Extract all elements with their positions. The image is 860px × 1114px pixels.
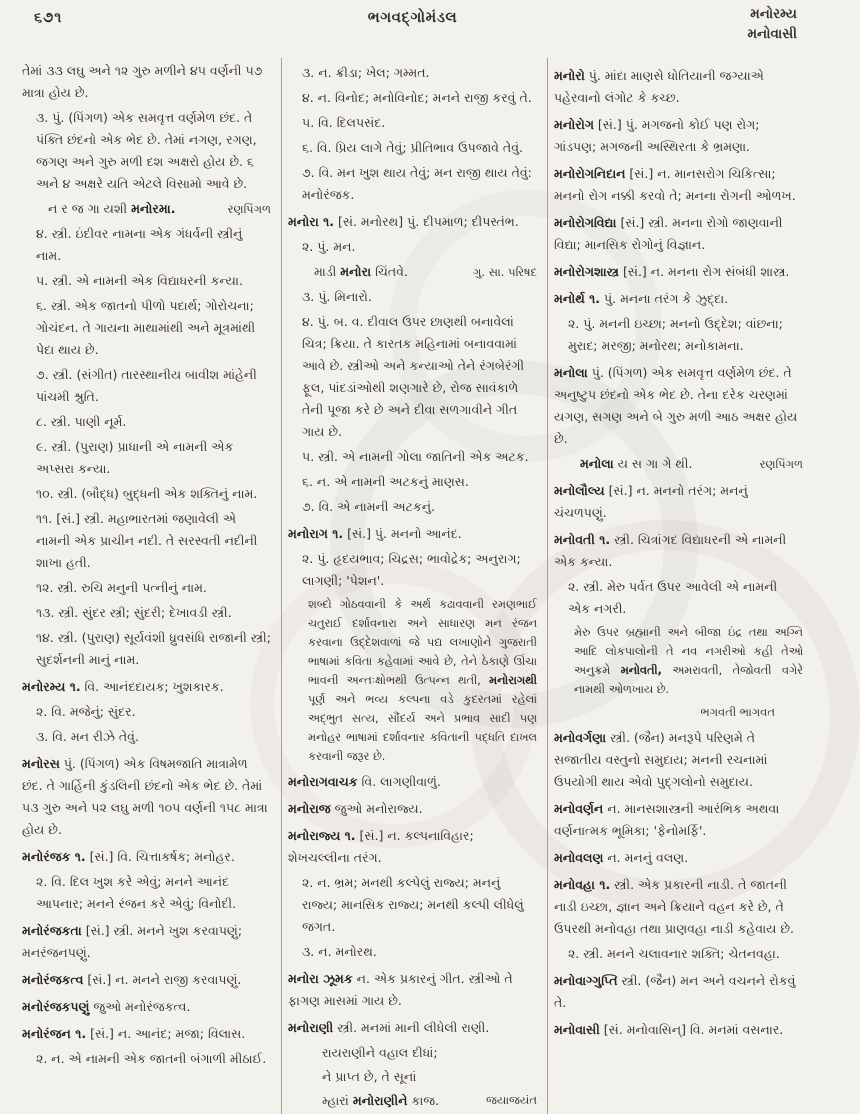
entry-paragraph: [22, 920, 271, 964]
paragraph-text: ૪. પું. બ. વ. દીવાલ ઉપર છાણથી બનાવેલાં ચિત્ર; ક્રિયા. તે કારતક મહિનામાં બનાવવામાં આવે છે. સ્ત્રીઓ અને કન્યાઓ તેને રંગબેરંગી ફૂલ, પાંદડાંઓથી શણગારે છે, રોજ સાવંકાળે તેની પૂજા કરે છે અને દીવા સળગાવીને ગીત ગાય છે.: [301, 314, 525, 439]
text-paragraph: [288, 236, 537, 258]
paragraph-text: ૭. સ્ત્રી. (સંગીત) તારસ્થાનીય બાવીશ માંહેની પાંચમી શ્રુતિ.: [36, 367, 257, 404]
paragraph-text: મનોરંજક ૧. [સં.] વિ. ચિત્તાકર્ષક; મનોહર.: [22, 849, 235, 864]
paragraph-text: મનોરાગ ૧. [સં.] પું. મનનો આનંદ.: [287, 526, 462, 541]
entry-paragraph: [22, 996, 271, 1018]
paragraph-text: મનોરોગ [સં.] પું. મગજનો કોઈ પણ રોગ; ગાંડપણ; મગજની અસ્થિરતા કે ભ્રમણા.: [553, 117, 760, 154]
paragraph-text: ૪. ન. વિનોદ; મનોવિનોદ; મનને રાજી કરવું તે.: [301, 90, 532, 105]
citation-source: રણપિંગળ: [759, 457, 803, 471]
paragraph-text: ૨. સ્ત્રી. મેરુ પર્વત ઉપર આવેલી એ નામની એક નગરી.: [567, 579, 778, 616]
paragraph-text: ૩. પું. (પિંગળ) એક સમવૃત્ત વર્ણમેળ છંદ. તે પંક્તિ છંદનો એક ભેદ છે. તેમાં નગણ, રગણ, જગણ અને ગુરુ મળી દશ અક્ષરો હોય છે. ૬ અને ૪ અક્ષરે યતિ એટલે વિસામો આવે છે.: [36, 110, 257, 191]
entry-paragraph: [288, 771, 537, 793]
entry-paragraph: [554, 212, 803, 256]
paragraph-text: મનોરંજકત્વ [સં.] ન. મનને રાજી કરવાપણું.: [22, 972, 242, 987]
paragraph-text: મનોરંજન ૧. [સં.] ન. આનંદ; મજા; વિલાસ.: [22, 1026, 246, 1041]
paragraph-text: મનોરસ પું. (પિંગળ) એક વિષમજાતિ માત્રામેળ છંદ. તે ગાર્હિની કુંડલિની છંદનો એક ભેદ છે. તેમાં ૫૩ ગુરુ અને ૫૨ લઘુ મળી ૧૦૫ વર્ણની ૧૫૮ માત્રા હોય છે.: [22, 756, 268, 837]
text-paragraph: [22, 577, 271, 599]
entry-paragraph: [554, 163, 803, 207]
paragraph-text: મેરુ ઉપર બ્રહ્માની અને બીજા ઇંદ્ર તથા અગ્નિ આદિ લોકપાલોની તે નવ નગરીઓ કહી તેઓ અનુક્રમે મનોવતી, અમરાવતી, તેજોવતી વગેરે નામથી ઓળખાય છે.: [573, 626, 803, 696]
paragraph-text: ૫. સ્ત્રી. એ નામની એક વિદ્યાધરની કન્યા.: [36, 273, 243, 288]
entry-paragraph: [288, 1017, 537, 1039]
entry-paragraph: [554, 65, 803, 109]
paragraph-text: મનોરા ઝૂમક ન. એક પ્રકારનું ગીત. સ્ત્રીઓ તે ફાગણ માસમાં ગાય છે.: [287, 971, 513, 1008]
entry-paragraph: [554, 727, 803, 793]
paragraph-text: મનોવતી ૧. સ્ત્રી. ચિત્રાંગદ વિદ્યાધરની એ નામની એક કન્યા.: [553, 532, 787, 569]
paragraph-text: મનોર્થ ૧. પું. મનના તરંગ કે ઝુદ્દા.: [553, 291, 729, 306]
paragraph-text: મ્હારાં મનોરાણીને કાજ.: [321, 1093, 440, 1108]
paragraph-text: મનોલા ય સ ગા ગે થી.: [579, 456, 693, 471]
paragraph-text: ૮. સ્ત્રી. પાણી નૂર્મ.: [36, 414, 127, 429]
paragraph-text: ૩. ન. મનોરથ.: [301, 944, 377, 959]
text-paragraph: [22, 60, 271, 104]
paragraph-text: ૫. સ્ત્રી. એ નામની ગોલા જાતિની એક અટક.: [301, 449, 529, 464]
paragraph-text: મનોરમ્ય ૧. વિ. આનંદદાયક; ખુશકારક.: [22, 679, 224, 694]
guide-words: [748, 4, 797, 44]
paragraph-text: ૧૨. સ્ત્રી. રુચિ મનુની પત્નીનું નામ.: [36, 580, 207, 595]
guide-word-last: મનોવાસી: [747, 26, 797, 42]
text-paragraph: [288, 112, 537, 134]
text-paragraph: [554, 623, 803, 699]
paragraph-text: મનોરો પું. માંદા માણસે ધોતિયાની જગ્યાએ પહેરવાનો લંગોટ કે કચ્છ.: [553, 68, 764, 105]
paragraph-text: મનોવહા ૧. સ્ત્રી. એક પ્રકારની નાડી. તે જાતની નાડી ઇચ્છા, જ્ઞાન અને ક્રિયાને વહન કરે છે, તે ઉપરથી મનોવહા તથા પ્રાણવહા નાડી કહેવાય છે.: [553, 877, 794, 936]
paragraph-text: ૨. પું. હૃદયભાવ; ચિદ્રસ; ભાવોદ્રેક; અનુરાગ; લાગણી; 'પેશન'.: [301, 551, 521, 588]
paragraph-text: ૬. વિ. પ્રિય લાગે તેવું; પ્રીતિભાવ ઉપજાવે તેવું.: [301, 140, 523, 155]
text-paragraph: [288, 87, 537, 109]
paragraph-text: મનોવલણ ન. મનનું વલણ.: [553, 850, 689, 865]
paragraph-text: ૧૦. સ્ત્રી. (બૌદ્ધ) બુદ્ધની એક શક્તિનું નામ.: [36, 486, 258, 501]
paragraph-text: ૨. ન. એ નામની એક જાતની બંગાળી મીઠાઈ.: [36, 1051, 267, 1066]
text-paragraph: [554, 576, 803, 620]
paragraph-text: ૬. ન. એ નામની અટકનું માણસ.: [301, 474, 469, 489]
paragraph-text: મનોરોગશાસ્ત્ર [સં.] ન. મનના રોગ સંબંધી શાસ્ત્ર.: [553, 264, 790, 279]
text-paragraph: [22, 270, 271, 292]
paragraph-text: ૬. સ્ત્રી. એક જાતનો પીળો પદાર્થ; ગોરોચના; ગોચંદન. તે ગાયના માથામાંથી અને મૂત્રમાંથી પેદા થાય છે.: [36, 298, 256, 357]
paragraph-text: ૩. પું. મિનારો.: [301, 289, 372, 304]
paragraph-text: મનોરંજકતા [સં.] સ્ત્રી. મનને ખુશ કરવાપણું; મનરંજનપણું.: [22, 923, 243, 960]
column-divider: [281, 58, 282, 1114]
entry-paragraph: [554, 480, 803, 524]
paragraph-text: ૫. વિ. દિલપસંદ.: [301, 115, 386, 130]
paragraph-text: મનોવર્ગણા સ્ત્રી. (જૈન) મનરૂપે પરિણમે તે સજાતીય વસ્તુનો સમુદાય; મનની રચનામાં ઉપયોગી થાય એવો પુદ્ગલોનો સમુદાય.: [553, 730, 768, 789]
text-paragraph: [22, 602, 271, 624]
entry-paragraph: [288, 968, 537, 1012]
paragraph-text: મનોવાગ્ગુપ્તિ સ્ત્રી. (જૈન) મન અને વચનને રોકવું તે.: [553, 973, 796, 1010]
text-paragraph: [288, 496, 537, 518]
text-paragraph: [288, 311, 537, 443]
text-paragraph: [22, 627, 271, 671]
citation-source: રમણભાઈ: [491, 597, 537, 611]
entry-paragraph: [22, 1023, 271, 1045]
text-paragraph: [288, 446, 537, 468]
entry-paragraph: [554, 261, 803, 283]
entry-paragraph: [554, 798, 803, 842]
entry-paragraph: [554, 529, 803, 573]
text-paragraph: [22, 107, 271, 195]
paragraph-text: ૭. વિ. એ નામની અટકનું.: [301, 499, 435, 514]
paragraph-text: મનોરોગનિદાન [સં.] ન. માનસરોગ ચિકિત્સા; મનનો રોગ નક્કી કરવો તે; મનના રોગની ઓળખ.: [553, 166, 796, 203]
entry-paragraph: [554, 847, 803, 869]
text-paragraph: [288, 62, 537, 84]
paragraph-text: મનોરાજ જુઓ મનોરાજ્ય.: [287, 801, 423, 816]
text-paragraph: [554, 313, 803, 357]
paragraph-text: મનોરાણી સ્ત્રી. મનમાં માની લીધેલી રાણી.: [287, 1020, 490, 1035]
page-number: ૬૭૧: [34, 10, 63, 26]
paragraph-text: મનોવાસી [સં. મનોવાસિન્] વિ. મનમાં વસનાર.: [553, 1022, 784, 1037]
paragraph-text: ૯. સ્ત્રી. (પુરાણ) પ્રાધાની એ નામની એક અપ્સરા કન્યા.: [36, 439, 234, 476]
paragraph-text: મનોરાગવાચક વિ. લાગણીવાળું.: [287, 774, 441, 789]
paragraph-text: ૧૪. સ્ત્રી. (પુરાણ) સૂર્યવંશી ધ્રુવસંધિ રાજાની સ્ત્રી; સુદર્શનની માનું નામ.: [36, 630, 271, 667]
entry-paragraph: [288, 211, 537, 233]
text-paragraph: [288, 261, 537, 283]
paragraph-text: ૨. વિ. મજેનું; સુંદર.: [36, 704, 136, 719]
entry-paragraph: [554, 970, 803, 1014]
text-paragraph: [22, 436, 271, 480]
entry-paragraph: [22, 676, 271, 698]
text-paragraph: [22, 871, 271, 915]
text-paragraph: [288, 872, 537, 938]
paragraph-text: ૨. પું. મનની ઇચ્છા; મનનો ઉદ્દેશ; વાંછના; મુરાદ; મરજી; મનોરથ; મનોકામના.: [567, 316, 783, 353]
paragraph-text: માડી મનોરા ચિંતવે.: [313, 264, 408, 279]
text-paragraph: [22, 198, 271, 220]
paragraph-text: ૨. વિ. દિલ ખુશ કરે એવું; મનને આનંદ આપનાર; મનને રંજન કરે એવું; વિનોદી.: [36, 874, 237, 911]
paragraph-text: ૩. ન. ક્રીડા; ખેલ; ગમ્મત.: [301, 65, 430, 80]
paragraph-text: તેમાં ૩૩ લઘુ અને ૧૨ ગુરુ મળીને ૪૫ વર્ણની ૫૭ માત્રા હોય છે.: [22, 63, 263, 100]
text-paragraph: [288, 548, 537, 592]
entry-paragraph: [22, 846, 271, 868]
entry-paragraph: [554, 114, 803, 158]
columns-container: [0, 56, 825, 1114]
paragraph-text: મનોરંજકપણું જુઓ મનોરંજકત્વ.: [22, 999, 191, 1014]
paragraph-text: ન ર જ ગા યશી મનોરમા.: [48, 201, 176, 216]
entry-paragraph: [288, 825, 537, 869]
paragraph-text: ૭. વિ. મન ખુશ થાય તેવું; મન રાજી થાય તેવું: મનોરંજક.: [301, 165, 532, 202]
text-paragraph: [22, 223, 271, 267]
entry-paragraph: [288, 523, 537, 545]
text-paragraph: [22, 1048, 271, 1070]
paragraph-text: શબ્દો ગોઠવવાની કે અર્થ કઢાવવાની ચતુરાઈ દર્શાવનારા અને સાધારણ મન રંજન કરવાના ઉદ્દેશવાળાં જે પદ્ય લખાણોને ગુજરાતી ભાષામાં કવિતા કહેવામાં આવે છે, તેને ઠેકાણે ઊંચા ભાવની અન્તઃક્ષોભથી ઉત્પન્ન થતી, મનોરાગથી પૂર્ણ અને ભવ્ય કલ્પના વડે કુદરતમાં રહેલાં અદ્ભુત સત્ય, સૌંદર્ય અને પ્રભાવ સાદી પણ મનોહર ભાષામાં દર્શાવનાર કવિતાની પદ્ધતિ દાખલ કરવાની જરૂર છે.: [307, 598, 537, 763]
paragraph-text: ૪. સ્ત્રી. ઇંદીવર નામના એક ગંધર્વની સ્ત્રીનું નામ.: [36, 226, 243, 263]
text-paragraph: [22, 726, 271, 748]
text-paragraph: [554, 702, 803, 722]
guide-word-first: મનોરમ્ય: [750, 6, 797, 22]
entry-paragraph: [22, 753, 271, 841]
entry-paragraph: [554, 288, 803, 310]
text-paragraph: [288, 595, 537, 766]
text-paragraph: [22, 483, 271, 505]
paragraph-text: ૧૩. સ્ત્રી. સુંદર સ્ત્રી; સુંદરી; દેખાવડી સ્ત્રી.: [36, 605, 232, 620]
column-2: [284, 58, 545, 1114]
paragraph-text: મનોરા ૧. [સં. મનોરથ] પું. દીપમાળ; દીપસ્તંભ.: [287, 214, 519, 229]
entry-paragraph: [22, 969, 271, 991]
text-paragraph: [288, 162, 537, 206]
paragraph-text: ૧૧. [સં.] સ્ત્રી. મહાભારતમાં જણાવેલી એ નામની એક પ્રાચીન નદી. તે સરસ્વતી નદીની શાખા હતી.: [36, 511, 258, 570]
citation-source: જયાજયંત: [485, 1093, 537, 1107]
entry-paragraph: [288, 798, 537, 820]
paragraph-text: ૨. સ્ત્રી. મનને ચલાવનાર શક્તિ; ચેતનવહા.: [567, 946, 780, 961]
text-paragraph: [554, 453, 803, 475]
text-paragraph: [22, 701, 271, 723]
text-paragraph: [288, 1066, 537, 1087]
text-paragraph: [288, 471, 537, 493]
paragraph-text: રાયરાણીને વહાલ દીધાં;: [321, 1045, 438, 1060]
paragraph-text: ને પ્રાપ્ત છે, તે સૂનાં: [321, 1069, 417, 1084]
text-paragraph: [554, 943, 803, 965]
text-paragraph: [288, 941, 537, 963]
text-paragraph: [288, 1042, 537, 1063]
entry-paragraph: [554, 362, 803, 450]
column-3: [550, 58, 811, 1114]
text-paragraph: [22, 364, 271, 408]
text-paragraph: [288, 286, 537, 308]
text-paragraph: [22, 411, 271, 433]
text-paragraph: [288, 137, 537, 159]
citation-source: ગુ. સા. પરિષદ: [472, 265, 537, 279]
paragraph-text: મનોરાજ્ય ૧. [સં.] ન. કલ્પનાવિહાર; શેખચલ્લીના તરંગ.: [287, 828, 474, 865]
citation-source: રણપિંગળ: [227, 202, 271, 216]
column-divider: [547, 58, 548, 1114]
column-1: [18, 58, 279, 1114]
text-paragraph: [22, 508, 271, 574]
paragraph-text: ૨. પું. મન.: [301, 239, 356, 254]
entry-paragraph: [554, 874, 803, 940]
text-paragraph: [22, 295, 271, 361]
page-header: [0, 0, 825, 56]
book-title: ભગવદ્ગોમંડલ: [367, 8, 458, 26]
paragraph-text: મનોવર્ણન ન. માનસશાસ્ત્રની આરંભિક અથવા વર્ણનાત્મક ભૂમિકા; 'ફેનોમર્ફિ'.: [553, 801, 780, 838]
text-paragraph: [288, 1090, 537, 1111]
paragraph-text: મનોલૌલ્ય [સં.] ન. મનનો તરંગ; મનનું ચંચળપણું.: [553, 483, 748, 520]
paragraph-text: મનોરોગવિદ્યા [સં.] સ્ત્રી. મનના રોગો જાણવાની વિદ્યા; માનસિક રોગોનું વિજ્ઞાન.: [553, 215, 783, 252]
paragraph-text: ૩. વિ. મન રીઝે તેવું.: [36, 729, 139, 744]
paragraph-text: ભગવતી ભાગવત: [700, 705, 775, 719]
paragraph-text: મનોલા પું. (પિંગળ) એક સમવૃત્ત વર્ણમેળ છંદ. તે અનુષ્ટુપ છંદનો એક ભેદ છે. તેના દરેક ચરણમાં યગણ, સગણ અને બે ગુરુ મળી આઠ અક્ષર હોય છે.: [553, 365, 798, 446]
paragraph-text: ૨. ન. ભ્રમ; મનથી કલ્પેલું રાજ્ય; મનનું રાજ્ય; માનસિક રાજ્ય; મનથી કલ્પી લીધેલું જગત.: [301, 875, 524, 934]
entry-paragraph: [554, 1019, 803, 1041]
